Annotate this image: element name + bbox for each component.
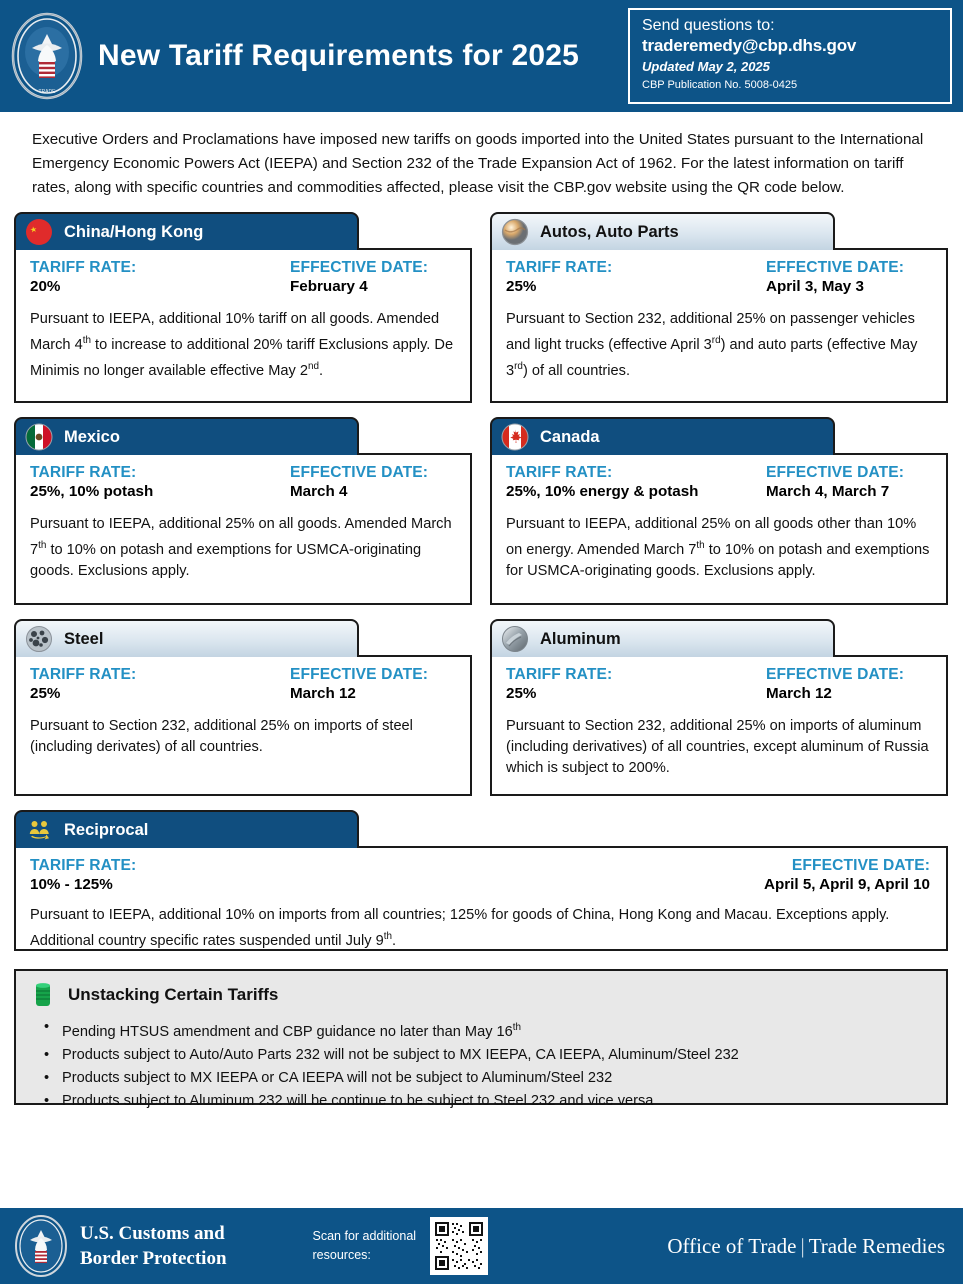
agency-name [80, 1221, 227, 1271]
tariff-rate-value: 25% [506, 685, 537, 702]
updated-date: Updated May 2, 2025 [642, 59, 770, 74]
intro-paragraph: Executive Orders and Proclamations have imposed new tariffs on goods imported into the United States pursuant to the International Emergency Economic Powers Act (IEEPA) and Section 232 of the Trade Expansion Act of 1962. For the latest information on tariff rates, along with specific countries and commodities affected, please visit the CBP.gov website using the QR code below. [32, 131, 924, 196]
contact-email[interactable]: traderemedy@cbp.dhs.gov [642, 36, 857, 55]
footer-office-label [667, 1234, 945, 1259]
card-description: Pursuant to IEEPA, additional 10% tariff on all goods. Amended March 4th to increase to additional 20% tariff Exclusions apply. De Minimis no longer available effective May 2nd. [30, 311, 454, 379]
svg-text:TRADE: TRADE [38, 89, 56, 95]
tariff-rate-label: TARIFF RATE: [506, 259, 613, 276]
office-of-trade-text: Office of Trade [667, 1233, 797, 1258]
unstacking-header [30, 981, 932, 1009]
list-item-text: Products subject to Auto/Auto Parts 232 will not be subject to MX IEEPA, CA IEEPA, Aluminum/Steel 232 [62, 1046, 739, 1063]
card-title: Autos, Auto Parts [540, 222, 679, 241]
effective-date-value: March 12 [290, 685, 356, 702]
card-header-reciprocal [14, 810, 359, 848]
exchange-people-icon [24, 815, 54, 845]
publication-number: CBP Publication No. 5008-0425 [642, 79, 798, 91]
card-row [0, 212, 963, 403]
tariff-card-mexico [14, 417, 472, 605]
cbp-seal-icon [14, 1214, 68, 1278]
card-header-autos-auto-parts [490, 212, 835, 250]
tariff-rate-value: 25% [506, 278, 537, 295]
card-description: Pursuant to IEEPA, additional 25% on all goods other than 10% on energy. Amended March 7th to 10% on potash and exemptions for USMCA-originating goods. Exclusions apply. [506, 516, 930, 579]
tariff-card-china-hong-kong [14, 212, 472, 403]
aluminum-icon [500, 624, 530, 654]
qr-code-icon[interactable] [430, 1217, 488, 1275]
unstacking-bullet-list [30, 1016, 932, 1113]
trade-remedies-text: Trade Remedies [808, 1233, 945, 1258]
scan-line-2: resources: [312, 1248, 371, 1262]
canada-flag-icon [500, 422, 530, 452]
list-item [44, 1044, 932, 1067]
card-title: Canada [540, 427, 600, 446]
card-header-canada [490, 417, 835, 455]
tariff-rate-label: TARIFF RATE: [506, 464, 613, 481]
tariff-rate-label: TARIFF RATE: [30, 464, 137, 481]
tariff-card-reciprocal [14, 810, 948, 951]
effective-date-label: EFFECTIVE DATE: [766, 464, 905, 481]
card-body [490, 655, 948, 796]
tariff-rate-label: TARIFF RATE: [30, 259, 137, 276]
card-body [14, 248, 472, 403]
card-title: Steel [64, 629, 104, 648]
tariff-card-autos-auto-parts [490, 212, 948, 403]
tariff-card-steel [14, 619, 472, 796]
card-body [490, 453, 948, 605]
page-title: New Tariff Requirements for 2025 [98, 39, 579, 72]
card-description: Pursuant to Section 232, additional 25% on imports of aluminum (including derivatives) of all countries, except aluminum of Russia which is subject to 200%. [506, 718, 929, 776]
card-description: Pursuant to Section 232, additional 25% on imports of steel (including derivates) of all countries. [30, 718, 413, 755]
card-header-aluminum [490, 619, 835, 657]
green-stack-icon [30, 981, 56, 1009]
list-item [44, 1090, 932, 1113]
list-item [44, 1067, 932, 1090]
card-title: China/Hong Kong [64, 222, 204, 241]
page-header-banner [0, 0, 963, 112]
bullet-marker: • [44, 1046, 50, 1063]
agency-line-2: Border Protection [80, 1248, 227, 1269]
card-body [490, 248, 948, 403]
tariff-cards-grid [0, 212, 963, 951]
card-header-mexico [14, 417, 359, 455]
card-body [14, 453, 472, 605]
card-description: Pursuant to IEEPA, additional 25% on all goods. Amended March 7th to 10% on potash and exemptions for USMCA-originating goods. Exclusions apply. [30, 516, 452, 579]
bullet-marker: • [44, 1019, 50, 1035]
tariff-rate-value: 25%, 10% energy & potash [506, 483, 699, 500]
effective-date-label: EFFECTIVE DATE: [791, 857, 930, 874]
unstacking-tariffs-box [14, 969, 948, 1109]
card-body [14, 846, 948, 951]
effective-date-value: April 3, May 3 [766, 278, 864, 295]
scan-instructions [313, 1227, 417, 1265]
list-item-text: Products subject to MX IEEPA or CA IEEPA will not be subject to Aluminum/Steel 232 [62, 1069, 613, 1086]
list-item-text: Products subject to Aluminum 232 will be continue to be subject to Steel 232 and vice versa [62, 1092, 654, 1109]
tariff-card-canada [490, 417, 948, 605]
send-questions-label: Send questions to: [642, 17, 775, 34]
effective-date-value: April 5, April 9, April 10 [764, 876, 930, 893]
list-item [44, 1016, 932, 1044]
unstacking-title: Unstacking Certain Tariffs [68, 985, 279, 1004]
card-title: Mexico [64, 427, 120, 446]
card-title: Aluminum [540, 629, 621, 648]
bullet-marker: • [44, 1092, 50, 1109]
card-header-china-hong-kong [14, 212, 359, 250]
bullet-marker: • [44, 1069, 50, 1086]
tariff-rate-value: 10% - 125% [30, 876, 113, 893]
steel-ore-icon [24, 624, 54, 654]
card-description: Pursuant to IEEPA, additional 10% on imports from all countries; 125% for goods of China, Hong Kong and Macau. Exceptions apply. Additional country specific rates suspended until July 9th. [30, 907, 890, 949]
card-title: Reciprocal [64, 820, 149, 839]
list-item-text: Pending HTSUS amendment and CBP guidance no later than May 16th [62, 1022, 522, 1040]
globe-icon [500, 217, 530, 247]
effective-date-label: EFFECTIVE DATE: [290, 259, 429, 276]
china-flag-icon [24, 217, 54, 247]
effective-date-label: EFFECTIVE DATE: [766, 666, 905, 683]
card-description: Pursuant to Section 232, additional 25% on passenger vehicles and light trucks (effective April 3rd) and auto parts (effective May 3rd) of all countries. [506, 311, 918, 379]
cbp-seal-icon [10, 12, 84, 100]
tariff-rate-label: TARIFF RATE: [506, 666, 613, 683]
tariff-card-aluminum [490, 619, 948, 796]
effective-date-value: March 4, March 7 [766, 483, 890, 500]
scan-line-1: Scan for additional [312, 1229, 417, 1243]
card-header-steel [14, 619, 359, 657]
page-footer [0, 1208, 963, 1284]
card-row [0, 810, 963, 951]
card-row [0, 619, 963, 796]
effective-date-label: EFFECTIVE DATE: [766, 259, 905, 276]
tariff-rate-value: 20% [30, 278, 61, 295]
footer-separator: | [800, 1233, 805, 1258]
effective-date-value: March 12 [766, 685, 832, 702]
agency-line-1: U.S. Customs and [80, 1223, 225, 1244]
effective-date-value: February 4 [290, 278, 368, 295]
effective-date-label: EFFECTIVE DATE: [290, 464, 429, 481]
effective-date-value: March 4 [290, 483, 348, 500]
card-body [14, 655, 472, 796]
mexico-flag-icon [24, 422, 54, 452]
card-row [0, 417, 963, 605]
tariff-rate-label: TARIFF RATE: [30, 666, 137, 683]
tariff-rate-value: 25%, 10% potash [30, 483, 154, 500]
contact-info-box [628, 8, 952, 104]
effective-date-label: EFFECTIVE DATE: [290, 666, 429, 683]
tariff-rate-label: TARIFF RATE: [30, 857, 137, 874]
tariff-rate-value: 25% [30, 685, 61, 702]
